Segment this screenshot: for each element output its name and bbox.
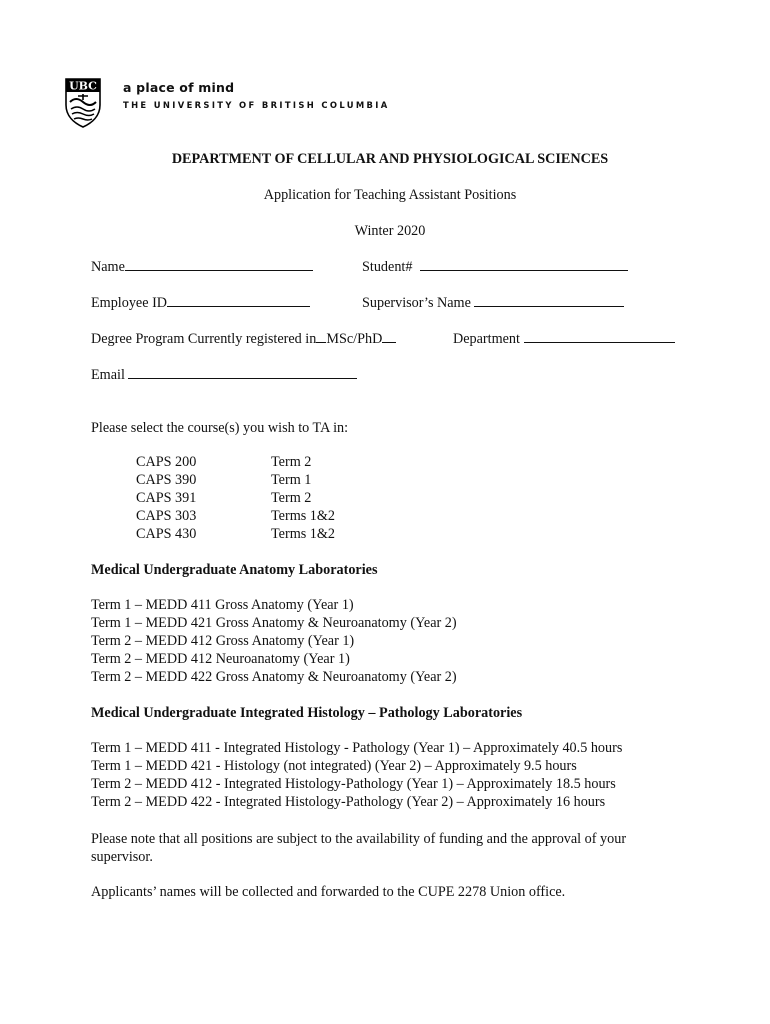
course-term: Term 2 bbox=[271, 490, 312, 506]
list-item[interactable]: Term 1 – MEDD 421 - Histology (not integrated) (Year 2) – Approximately 9.5 hours bbox=[91, 757, 577, 774]
course-code: CAPS 200 bbox=[136, 454, 197, 470]
course-term: Term 1 bbox=[271, 472, 312, 488]
course-row[interactable] bbox=[136, 453, 335, 471]
employee-id-line[interactable] bbox=[167, 294, 310, 307]
supervisor-label: Supervisor’s Name bbox=[362, 295, 471, 311]
degree-label: Degree Program Currently registered in bbox=[91, 331, 317, 347]
course-table bbox=[136, 453, 335, 543]
email-label: Email bbox=[91, 367, 125, 383]
funding-note: Please note that all positions are subject to the availability of funding and the approval of your supervisor. bbox=[91, 831, 627, 865]
student-number-label: Student# bbox=[362, 259, 413, 275]
course-row[interactable] bbox=[136, 525, 335, 543]
supervisor-field[interactable] bbox=[362, 294, 624, 312]
logo-tagline: a place of mind bbox=[123, 80, 235, 95]
course-code: CAPS 390 bbox=[136, 472, 197, 488]
degree-field[interactable] bbox=[91, 330, 396, 348]
course-term: Term 2 bbox=[271, 454, 312, 470]
list-item[interactable]: Term 2 – MEDD 412 Gross Anatomy (Year 1) bbox=[91, 632, 355, 649]
list-item[interactable]: Term 1 – MEDD 411 - Integrated Histology - Pathology (Year 1) – Approximately 40.5 hours bbox=[91, 740, 623, 756]
list-item[interactable]: Term 1 – MEDD 421 Gross Anatomy & Neuroanatomy (Year 2) bbox=[91, 614, 457, 631]
ubc-shield-icon bbox=[65, 78, 101, 128]
degree-line-left[interactable] bbox=[316, 330, 326, 343]
histology-list bbox=[91, 740, 622, 812]
logo-mark: UBC bbox=[69, 79, 97, 93]
list-item[interactable]: Term 2 – MEDD 422 Gross Anatomy & Neuroanatomy (Year 2) bbox=[91, 668, 457, 685]
list-item[interactable]: Term 2 – MEDD 412 Neuroanatomy (Year 1) bbox=[91, 650, 350, 667]
list-item[interactable]: Term 1 – MEDD 411 Gross Anatomy (Year 1) bbox=[91, 597, 354, 613]
student-number-line[interactable] bbox=[420, 258, 628, 271]
name-field[interactable] bbox=[91, 258, 313, 276]
course-prompt: Please select the course(s) you wish to TA in: bbox=[91, 420, 349, 436]
anatomy-heading: Medical Undergraduate Anatomy Laboratories bbox=[91, 562, 378, 578]
course-row[interactable] bbox=[136, 471, 335, 489]
course-term: Terms 1&2 bbox=[271, 526, 336, 542]
form-subtitle: Application for Teaching Assistant Positions bbox=[263, 187, 517, 203]
course-row[interactable] bbox=[136, 489, 335, 507]
supervisor-line[interactable] bbox=[474, 294, 624, 307]
employee-id-field[interactable] bbox=[91, 294, 310, 312]
histology-heading: Medical Undergraduate Integrated Histology – Pathology Laboratories bbox=[91, 705, 523, 721]
employee-id-label: Employee ID bbox=[91, 295, 168, 311]
union-note: Applicants’ names will be collected and forwarded to the CUPE 2278 Union office. bbox=[91, 884, 566, 900]
degree-value: MSc/PhD bbox=[326, 331, 383, 347]
course-row[interactable] bbox=[136, 507, 335, 525]
list-item[interactable]: Term 2 – MEDD 422 - Integrated Histology-Pathology (Year 2) – Approximately 16 hours bbox=[91, 793, 606, 810]
course-code: CAPS 430 bbox=[136, 526, 197, 542]
university-name: THE UNIVERSITY OF BRITISH COLUMBIA bbox=[123, 100, 390, 110]
student-number-field[interactable] bbox=[362, 258, 628, 276]
department-label: Department bbox=[453, 331, 520, 347]
department-title: DEPARTMENT OF CELLULAR AND PHYSIOLOGICAL SCIENCES bbox=[171, 151, 609, 167]
term-label: Winter 2020 bbox=[354, 223, 426, 239]
degree-line-right[interactable] bbox=[382, 330, 396, 343]
department-line[interactable] bbox=[524, 330, 675, 343]
department-field[interactable] bbox=[453, 330, 675, 348]
name-label: Name bbox=[91, 259, 125, 275]
email-field[interactable] bbox=[91, 366, 357, 384]
name-line[interactable] bbox=[125, 258, 313, 271]
email-line[interactable] bbox=[128, 366, 357, 379]
ubc-logo bbox=[65, 78, 101, 128]
course-code: CAPS 391 bbox=[136, 490, 197, 506]
anatomy-list bbox=[91, 597, 457, 687]
list-item[interactable]: Term 2 – MEDD 412 - Integrated Histology-Pathology (Year 1) – Approximately 18.5 hours bbox=[91, 775, 616, 792]
course-code: CAPS 303 bbox=[136, 508, 197, 524]
course-term: Terms 1&2 bbox=[271, 508, 336, 524]
